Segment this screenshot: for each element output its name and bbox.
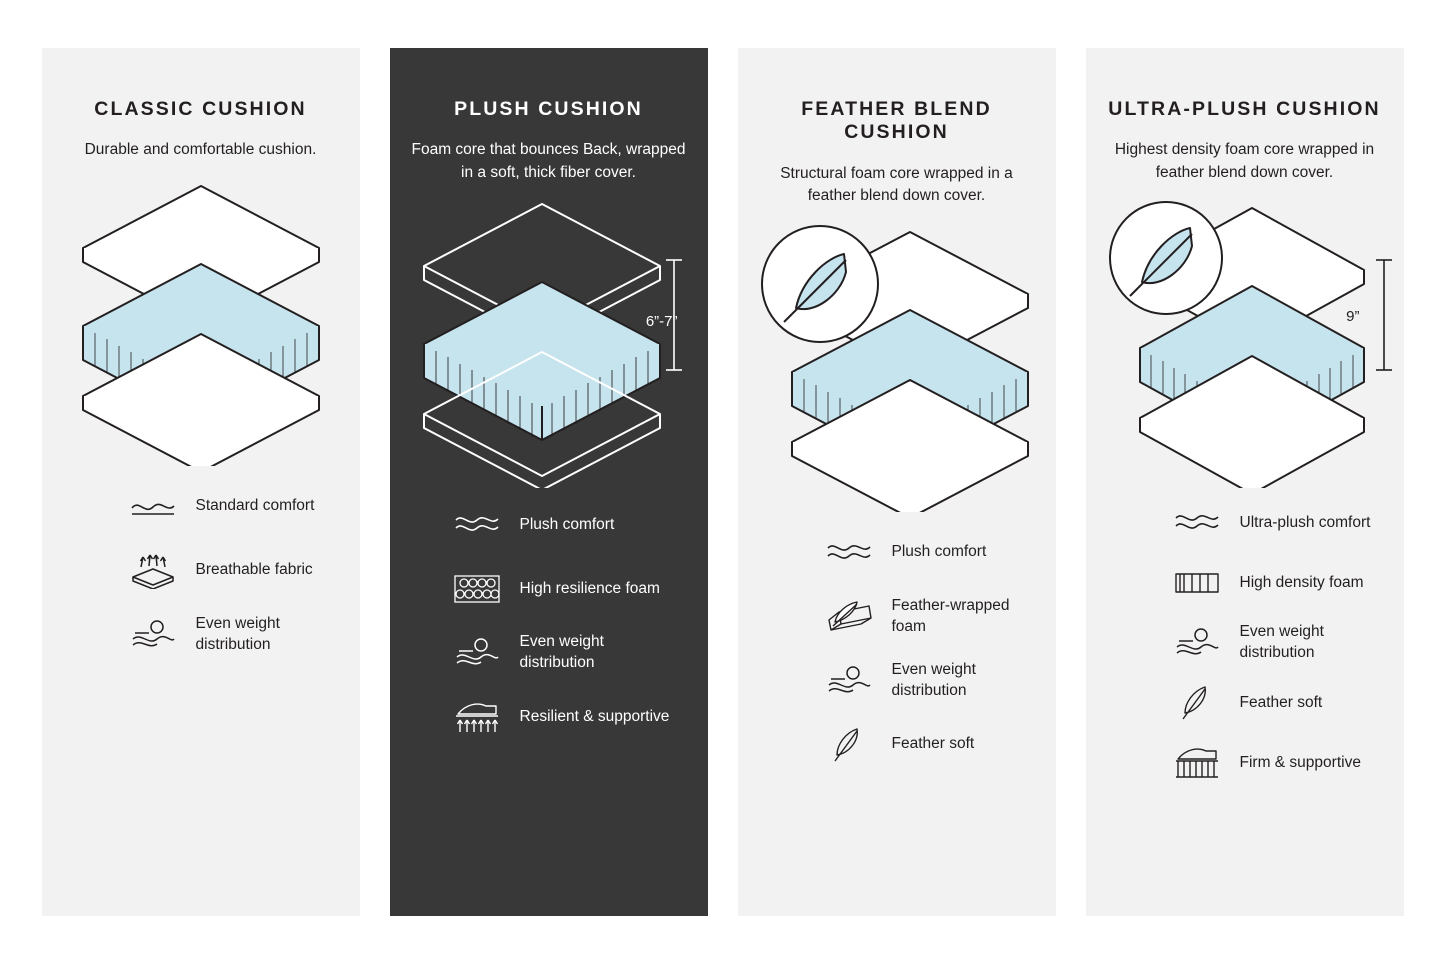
weight-distribution-icon (450, 632, 504, 674)
weight-distribution-icon (1170, 622, 1224, 664)
feature-label: Even weight distribution (1239, 623, 1324, 662)
feature-item (1108, 562, 1382, 604)
weight-distribution-icon (126, 614, 180, 656)
feature-item (412, 696, 686, 738)
feature-item (64, 614, 338, 656)
feature-item (412, 504, 686, 546)
card-title: FEATHER BLEND CUSHION (801, 98, 992, 144)
feature-item (412, 632, 686, 674)
wave-icon (1170, 502, 1224, 544)
feature-item (412, 568, 686, 610)
feature-label: Even weight distribution (195, 614, 280, 653)
card-title: PLUSH CUSHION (454, 98, 643, 120)
feature-item (760, 596, 1034, 638)
feature-label: High density foam (1239, 573, 1364, 591)
wave-icon (450, 504, 504, 546)
feature-label: Firm & supportive (1239, 753, 1361, 771)
feature-item (760, 532, 1034, 574)
dimension-label: 9” (1346, 308, 1360, 326)
feature-item (760, 660, 1034, 702)
wave-icon (822, 532, 876, 574)
feature-item (760, 724, 1034, 766)
card-description: Highest density foam core wrapped in feather blend down cover. (1114, 141, 1375, 181)
feature-label: Plush comfort (519, 515, 615, 533)
feature-list (412, 504, 686, 738)
cushion-exploded-diagram (412, 198, 686, 498)
feature-item (1108, 622, 1382, 664)
feature-item (64, 486, 338, 528)
cushion-exploded-diagram (760, 222, 1034, 522)
feature-item (1108, 742, 1382, 784)
feature-label: Plush comfort (891, 543, 987, 561)
cushion-exploded-diagram (1108, 198, 1382, 498)
feather-icon (1170, 682, 1224, 724)
card-description: Structural foam core wrapped in a feather blend down cover. (780, 164, 1013, 205)
card-description: Foam core that bounces Back, wrapped in a soft, thick fiber cover. (411, 141, 686, 181)
card-plush-cushion (390, 48, 708, 916)
feature-label: Feather-wrapped foam (891, 596, 1010, 635)
feather-icon (822, 724, 876, 766)
feature-list (1108, 502, 1382, 784)
card-description: Durable and comfortable cushion. (84, 141, 317, 159)
cushion-exploded-diagram (64, 176, 338, 476)
feature-label: Standard comfort (195, 497, 315, 515)
feature-label: Feather soft (1239, 693, 1323, 711)
feature-label: Even weight distribution (891, 660, 976, 699)
feature-label: Breathable fabric (195, 561, 313, 579)
dimension-label: 6”-7” (645, 313, 678, 331)
feature-item (1108, 502, 1382, 544)
feature-list (760, 532, 1034, 766)
feature-label: Ultra-plush comfort (1239, 513, 1371, 531)
feature-label: Feather soft (891, 735, 975, 753)
feather-badge (1110, 202, 1222, 314)
card-classic-cushion (42, 48, 360, 916)
card-ultra-plush-cushion (1086, 48, 1404, 916)
feather-wrapped-foam-icon (822, 596, 876, 638)
weight-distribution-icon (822, 660, 876, 702)
feather-badge (762, 226, 878, 342)
feature-item (64, 550, 338, 592)
card-title: CLASSIC CUSHION (94, 98, 307, 120)
card-feather-blend-cushion (738, 48, 1056, 916)
breathable-fabric-icon (126, 550, 180, 592)
feature-list (64, 486, 338, 656)
resilient-support-icon (450, 696, 504, 738)
feature-item (1108, 682, 1382, 724)
wave-icon (126, 486, 180, 528)
feature-label: High resilience foam (519, 579, 660, 597)
high-density-foam-icon (1170, 562, 1224, 604)
firm-support-icon (1170, 742, 1224, 784)
feature-label: Resilient & supportive (519, 707, 670, 725)
feature-label: Even weight distribution (519, 633, 604, 672)
card-title: ULTRA-PLUSH CUSHION (1108, 98, 1381, 120)
honeycomb-foam-icon (450, 568, 504, 610)
